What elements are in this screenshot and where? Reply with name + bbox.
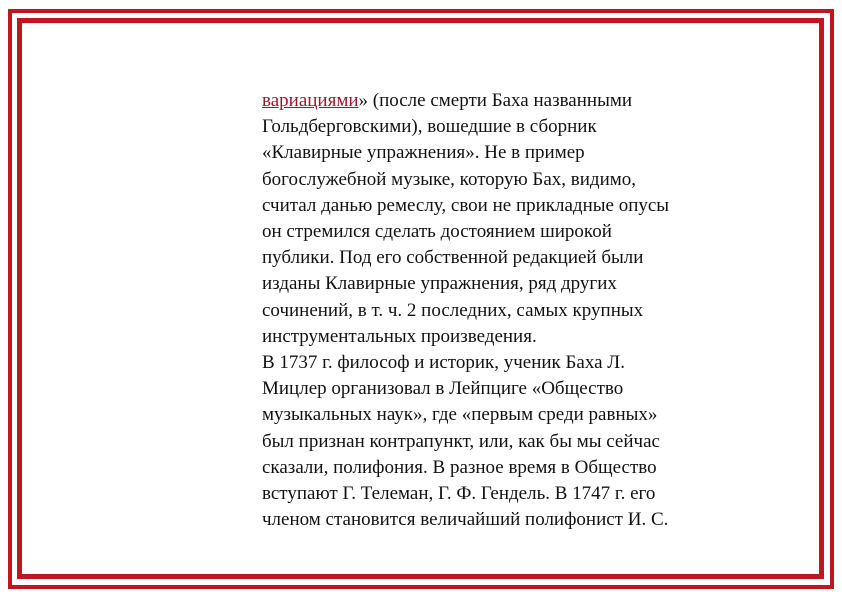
text-line: вступают Г. Телеман, Г. Ф. Гендель. В 1747 г. его: [262, 483, 656, 505]
text-line: членом становится величайший полифонист И. С.: [262, 509, 669, 531]
text-line-1: [262, 88, 762, 114]
text-line: считал данью ремеслу, свои не прикладные опусы: [262, 194, 670, 216]
text-line: он стремился сделать достоянием широкой: [262, 221, 612, 243]
text-line: В 1737 г. философ и историк, ученик Баха Л.: [262, 352, 625, 374]
slide-body-text: [262, 88, 762, 533]
text-line: публики. Под его собственной редакцией были: [262, 247, 644, 269]
text-line: изданы Клавирные упражнения, ряд других: [262, 273, 617, 295]
text-line: «Клавирные упражнения». Не в пример: [262, 142, 585, 164]
variations-link[interactable]: вариациями: [262, 90, 359, 111]
text-line: богослужебной музыке, которую Бах, видимо,: [262, 168, 637, 190]
text-line-1-rest: » (после смерти Баха названными: [358, 90, 633, 111]
text-line: сказали, полифония. В разное время в Общество: [262, 456, 657, 478]
text-line: Гольдберговскими), вошедшие в сборник: [262, 116, 597, 138]
text-line: инструментальных произведения.: [262, 325, 537, 347]
text-line: Мицлер организовал в Лейпциге «Общество: [262, 378, 624, 400]
text-line: музыкальных наук», где «первым среди равных»: [262, 404, 658, 426]
text-line: был признан контрапункт, или, как бы мы сейчас: [262, 430, 660, 452]
text-line: сочинений, в т. ч. 2 последних, самых крупных: [262, 299, 644, 321]
